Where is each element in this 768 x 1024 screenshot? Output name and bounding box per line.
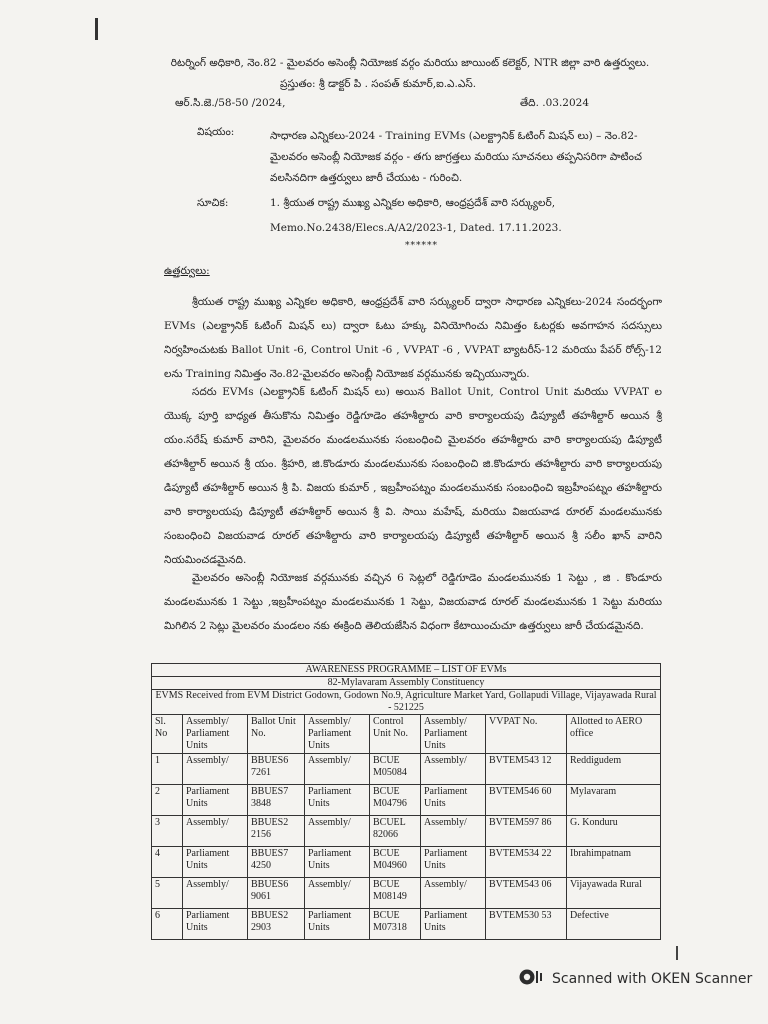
paragraph-2: సదరు EVMs (ఎలక్ట్రానిక్ ఓటింగ్ మిషన్ లు) అయిన Ballot Unit, Control Unit మరియు VVPAT ల యొక్క పూర్తి బాధ్యత తీసుకొను నిమిత్తం రెడ్డిగూడెం తహశీల్దారు వారి కార్యాలయపు డిప్యూటీ తహశీల్దార్ అయిన శ్రీ యం.సరేష్ కుమార్ వారిని, మైలవరం మండలమునకు సంబంధించి మైలవరం తహశీల్దారు వారి కార్యాలయపు డిప్యూటీ తహశీల్దార్ అయిన శ్రీ యం. శ్రీహరి, జి.కొండూరు మండలమునకు సంబంధించి జి.కొండూరు తహశీల్దారు వారి కార్యాలయపు డిప్యూటీ తహశీల్దార్ అయిన శ్రీ పి. విజయ కుమార్ , ఇబ్రహీంపట్నం మండలమునకు సంబంధించి ఇబ్రహీంపట్నం తహశీల్దారు వారి కార్యాలయపు డిప్యూటీ తహశీల్దార్ అయిన శ్రీ వి. సాయి మహేష్, మరియు విజయవాడ రూరల్ మండలమునకు సంబంధించి విజయవాడ రూరల్ తహశీల్దారు వారి కార్యాలయపు డిప్యూటీ తహశీల్దార్ అయిన శ్రీ సలీం ఖాన్ వారిని నియమించడమైనది.: [164, 386, 662, 566]
cell-control-unit-no: BCUE M07318: [370, 909, 421, 940]
cell-vvpat-no: BVTEM597 86: [486, 816, 567, 847]
header-control-unit-no: Control Unit No.: [370, 715, 421, 754]
cell-bu-units: Assembly/: [183, 816, 248, 847]
header-ballot-unit-no: Ballot Unit No.: [248, 715, 305, 754]
cell-sl-no: 2: [152, 785, 183, 816]
table-caption-title: AWARENESS PROGRAMME – LIST OF EVMs: [152, 664, 661, 677]
cell-sl-no: 4: [152, 847, 183, 878]
cell-cu-units: Parliament Units: [305, 847, 370, 878]
references-label: సూచిక:: [197, 197, 229, 209]
cell-cu-units: Assembly/: [305, 754, 370, 785]
header-cu-units: Assembly/ Parliament Units: [305, 715, 370, 754]
cell-sl-no: 5: [152, 878, 183, 909]
order-date: తేది. .03.2024: [520, 97, 590, 109]
cell-allotted-office: Mylavaram: [567, 785, 661, 816]
scan-artifact-tick: [676, 946, 678, 960]
paragraph-1: శ్రీయుత రాష్ట్ర ముఖ్య ఎన్నికల అధికారి, ఆంధ్రప్రదేశ్ వారి సర్క్యులర్ ద్వారా సాధారణ ఎన్నికలు-2024 సందర్భంగా EVMs (ఎలక్ట్రానిక్ ఓటింగ్ మిషన్ లు) ద్వారా ఓటు హక్కు వినియోగించు నిమిత్తం ఓటర్లకు అవగాహన సదస్సులు నిర్వహించుటకు Ballot Unit -6, Control Unit -6 , VVPAT -6 , VVPAT బ్యాటరీస్-12 మరియు పేపర్ రోల్స్-12 లను Training నిమిత్తం నెం.82-మైలవరం అసెంబ్లీ నియోజక వర్గమునకు ఇచ్చియున్నారు.: [164, 296, 662, 380]
table-row: [152, 785, 661, 816]
cell-vvpat-no: BVTEM530 53: [486, 909, 567, 940]
cell-cu-units: Assembly/: [305, 878, 370, 909]
table-caption-source: EVMS Received from EVM District Godown, Godown No.9, Agriculture Market Yard, Gollapudi Village, Vijayawada Rural - 521225: [152, 690, 661, 715]
table-row: [152, 754, 661, 785]
cell-allotted-office: G. Konduru: [567, 816, 661, 847]
scan-artifact-mark: [95, 18, 98, 40]
cell-cu-units: Parliament Units: [305, 909, 370, 940]
cell-vvpat-units: Assembly/: [421, 816, 486, 847]
cell-cu-units: Parliament Units: [305, 785, 370, 816]
cell-sl-no: 3: [152, 816, 183, 847]
table-row: [152, 878, 661, 909]
table-row: [152, 847, 661, 878]
cell-vvpat-units: Assembly/: [421, 754, 486, 785]
cell-ballot-unit-no: BBUES6 7261: [248, 754, 305, 785]
cell-vvpat-units: Parliament Units: [421, 785, 486, 816]
cell-control-unit-no: BCUEL 82066: [370, 816, 421, 847]
cell-control-unit-no: BCUE M08149: [370, 878, 421, 909]
oken-scanner-logo-icon: [518, 968, 546, 990]
section-separator: ******: [405, 241, 438, 251]
scanner-watermark: [518, 968, 752, 990]
cell-ballot-unit-no: BBUES2 2903: [248, 909, 305, 940]
evm-list-table: [151, 663, 661, 940]
cell-sl-no: 6: [152, 909, 183, 940]
header-allotted-office: Allotted to AERO office: [567, 715, 661, 754]
cell-bu-units: Parliament Units: [183, 785, 248, 816]
cell-sl-no: 1: [152, 754, 183, 785]
cell-cu-units: Assembly/: [305, 816, 370, 847]
subject-text: సాధారణ ఎన్నికలు-2024 - Training EVMs (ఎలక్ట్రానిక్ ఓటింగ్ మిషన్ లు) – నెం.82-మైలవరం అసెంబ్లీ నియోజక వర్గం - తగు జాగ్రత్తలు మరియు సూచనలు తప్పనిసరిగా పాటించ వలసినదిగా ఉత్తర్వులు జారీ చేయుట - గురించి.: [270, 130, 642, 184]
cell-vvpat-no: BVTEM543 12: [486, 754, 567, 785]
cell-bu-units: Parliament Units: [183, 847, 248, 878]
reference-line-2: Memo.No.2438/Elecs.A/A2/2023-1, Dated. 17.11.2023.: [270, 222, 562, 234]
table-row: [152, 816, 661, 847]
cell-vvpat-no: BVTEM534 22: [486, 847, 567, 878]
header-bu-units: Assembly/ Parliament Units: [183, 715, 248, 754]
cell-vvpat-no: BVTEM546 60: [486, 785, 567, 816]
header-vvpat-units: Assembly/ Parliament Units: [421, 715, 486, 754]
table-row: [152, 909, 661, 940]
cell-control-unit-no: BCUE M04960: [370, 847, 421, 878]
cell-ballot-unit-no: BBUES7 3848: [248, 785, 305, 816]
scanner-watermark-text: Scanned with OKEN Scanner: [552, 971, 753, 987]
cell-vvpat-units: Parliament Units: [421, 847, 486, 878]
cell-ballot-unit-no: BBUES6 9061: [248, 878, 305, 909]
reference-line-1: 1. శ్రీయుత రాష్ట్ర ముఖ్య ఎన్నికల అధికారి, ఆంధ్రప్రదేశ్ వారి సర్క్యులర్,: [270, 197, 556, 209]
cell-bu-units: Parliament Units: [183, 909, 248, 940]
reference-number: ఆర్.సి.జె./58-50 /2024,: [175, 97, 286, 109]
cell-vvpat-no: BVTEM543 06: [486, 878, 567, 909]
present-officer: ప్రస్తుతం: శ్రీ డాక్టర్ పి . సంపత్ కుమార్,ఐ.ఎ.ఎస్.: [280, 78, 477, 90]
cell-allotted-office: Defective: [567, 909, 661, 940]
orders-heading: ఉత్తర్వులు:: [164, 265, 210, 277]
cell-control-unit-no: BCUE M04796: [370, 785, 421, 816]
cell-bu-units: Assembly/: [183, 878, 248, 909]
cell-bu-units: Assembly/: [183, 754, 248, 785]
cell-vvpat-units: Assembly/: [421, 878, 486, 909]
cell-allotted-office: Reddigudem: [567, 754, 661, 785]
table-caption-constituency: 82-Mylavaram Assembly Constituency: [152, 677, 661, 690]
subject-label: విషయం:: [197, 126, 235, 138]
order-title: రిటర్నింగ్ అధికారి, నెం.82 - మైలవరం అసెంబ్లీ నియోజక వర్గం మరియు జాయింట్ కలెక్టర్, NTR జిల్లా వారి ఉత్తర్వులు.: [170, 57, 650, 69]
cell-vvpat-units: Parliament Units: [421, 909, 486, 940]
cell-ballot-unit-no: BBUES2 2156: [248, 816, 305, 847]
cell-control-unit-no: BCUE M05084: [370, 754, 421, 785]
cell-allotted-office: Vijayawada Rural: [567, 878, 661, 909]
cell-ballot-unit-no: BBUES7 4250: [248, 847, 305, 878]
header-sl-no: Sl. No: [152, 715, 183, 754]
header-vvpat-no: VVPAT No.: [486, 715, 567, 754]
cell-allotted-office: Ibrahimpatnam: [567, 847, 661, 878]
paragraph-3: మైలవరం అసెంబ్లీ నియోజక వర్గమునకు వచ్చిన 6 సెట్లలో రెడ్డిగూడెం మండలమునకు 1 సెట్టు , జి . కొండూరు మండలమునకు 1 సెట్టు ,ఇబ్రహీంపట్నం మండలమునకు 1 సెట్టు, విజయవాడ రూరల్ మండలమునకు 1 సెట్టు మరియు మిగిలిన 2 సెట్లు మైలవరం మండలం నకు ఈక్రింది తెలియజేసిన విధంగా కేటాయించుచూ ఉత్తర్వులు జారీ చేయడమైనది.: [164, 572, 662, 632]
